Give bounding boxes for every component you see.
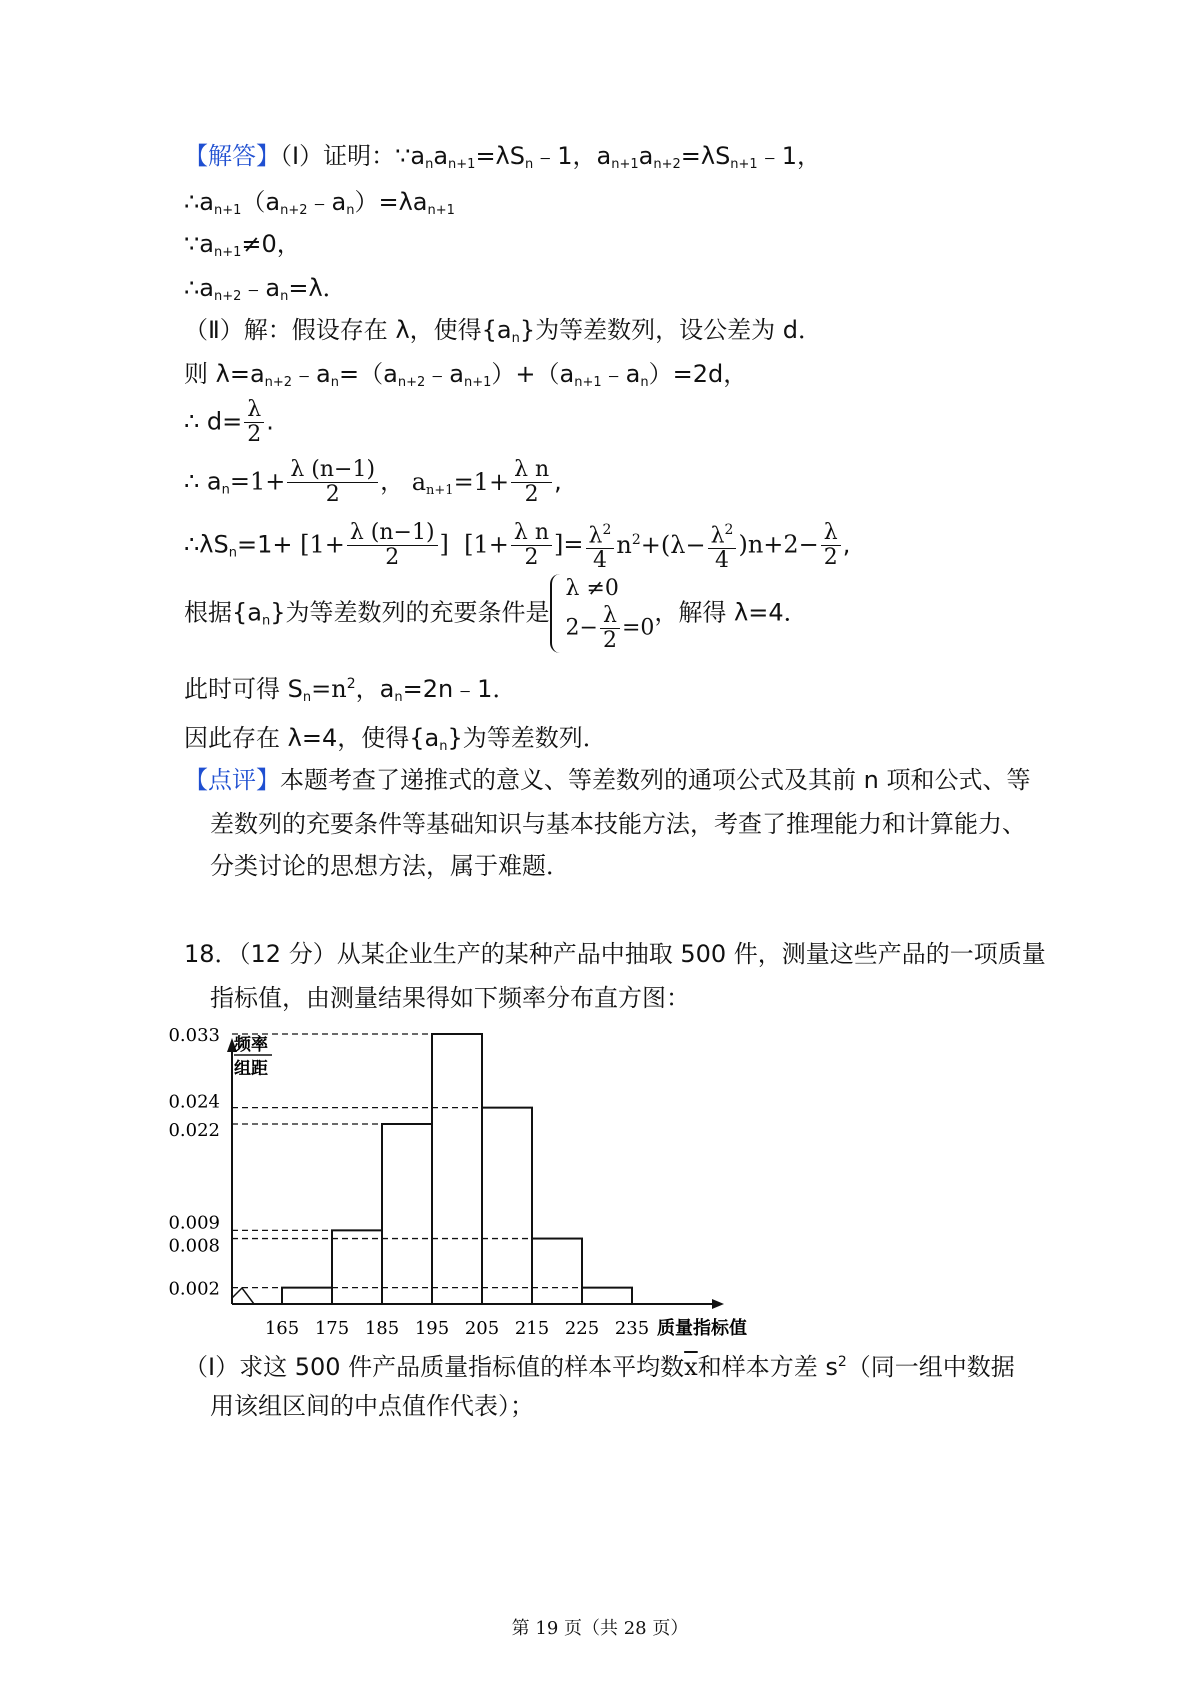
review-line-3: 分类讨论的思想方法，属于难题． — [210, 852, 570, 880]
solution-line-3: $\because a_{n+1}\ne 0$， — [184, 230, 301, 260]
solution-tag: 【解答】 — [184, 142, 280, 170]
x-tick-label: 185 — [364, 1318, 400, 1339]
equation-system: λ ≠0 2− $\frac{\lambda}{2}$ =0 — [550, 574, 655, 653]
fraction: $\frac{\lambda^2}{4}$ — [586, 518, 615, 573]
fraction: $\frac{\lambda (n-1)}{2}$ — [287, 458, 378, 507]
histogram-bar — [282, 1288, 332, 1304]
y-tick-label: 0.009 — [168, 1212, 220, 1234]
x-axis-arrow — [712, 1299, 724, 1309]
y-tick-label: 0.002 — [168, 1278, 220, 1300]
x-tick-label: 175 — [314, 1318, 350, 1339]
page-footer: 第 19 页（共 28 页） — [511, 1618, 689, 1639]
solution-line-12: 因此存在 λ=4，使得$\{a_n\}$为等差数列． — [184, 724, 607, 754]
question-18-line-1: 18．（12 分）从某企业生产的某种产品中抽取 500 件，测量这些产品的一项质量 — [184, 940, 1046, 968]
solution-line-1: 【解答】（Ⅰ）证明：$\because a_na_{n+1}=\lambda S_n﹣1$，$a_{n+1}a_{n+2}=\lambda S_{n+1}﹣1$， — [184, 142, 821, 172]
x-tick-label: 235 — [614, 1318, 650, 1339]
review-tag: 【点评】 — [184, 766, 280, 794]
x-tick-label: 225 — [564, 1318, 600, 1339]
x-tick-label: 205 — [464, 1318, 500, 1339]
fraction: $\frac{\text{λ n}}{2}$ — [511, 458, 552, 507]
solution-line-4: $\therefore a_{n+2}﹣a_n=\lambda$． — [184, 274, 347, 304]
axis-break-mark — [232, 1288, 254, 1304]
fraction: $\frac{\lambda (n-1)}{2}$ — [347, 521, 438, 570]
x-tick-label: 195 — [414, 1318, 450, 1339]
y-tick-label: 0.008 — [168, 1235, 220, 1257]
y-axis-title-denominator: 组距 — [234, 1059, 268, 1079]
x-tick-label: 215 — [514, 1318, 550, 1339]
review-line-2: 差数列的充要条件等基础知识与基本技能方法，考查了推理能力和计算能力、 — [210, 810, 1026, 838]
solution-line-10: 根据$\{a_n\}$为等差数列的充要条件是 λ ≠0 2− $\frac{\lambda}{2}$ =0 ，解得 λ=4． — [184, 576, 808, 653]
question-18-part-1-line-2: 用该组区间的中点值作代表）； — [210, 1392, 534, 1420]
y-tick-label: 0.022 — [168, 1120, 220, 1141]
x-tick-label: 165 — [264, 1318, 300, 1339]
histogram-bar — [582, 1288, 632, 1304]
fraction: $\frac{\text{λ n}}{2}$ — [511, 521, 552, 570]
histogram-bar — [332, 1230, 382, 1304]
solution-line-9: $\therefore\lambda S_n=1+ [1+$ $\frac{\lambda (n-1)}{2}$ ] [1+ $\frac{\text{λ n}}{2}$ ]= $\frac{\lambda^2}{4}$ $n^2+(\lambda-$ $\frac{\lambda^2}{4}$ )n+2− $\frac{\lambda}{2}$ , — [184, 518, 850, 573]
y-tick-label: 0.024 — [168, 1091, 220, 1113]
histogram-bar — [532, 1239, 582, 1304]
xbar-symbol: $\overline{x}$ — [684, 1353, 698, 1381]
solution-line-6: 则 $\lambda=a_{n+2}﹣a_n=(a_{n+2}﹣a_{n+1})+(a_{n+1}﹣a_n)=2d$， — [184, 360, 748, 390]
histogram-bar — [432, 1034, 482, 1304]
x-axis-title: 质量指标值 — [657, 1318, 747, 1339]
solution-line-11: 此时可得 $S_n=n^2$，$a_n=2n﹣1$． — [184, 675, 517, 705]
y-tick-label: 0.033 — [168, 1025, 220, 1046]
solution-line-5: （Ⅱ）解：假设存在 λ，使得$\{a_n\}$为等差数列，设公差为 d． — [184, 316, 823, 346]
y-axis-title-numerator: 频率 — [234, 1035, 268, 1055]
solution-line-7: ∴ d= $\frac{\lambda}{2}$ . — [184, 397, 274, 447]
review-line-1: 【点评】本题考查了递推式的意义、等差数列的通项公式及其前 n 项和公式、等 — [184, 766, 1031, 794]
question-18-line-2: 指标值，由测量结果得如下频率分布直方图： — [210, 984, 690, 1012]
solution-line-8: ∴ $a_n=1+$ $\frac{\lambda (n-1)}{2}$ ， $a_{n+1}=1+$ $\frac{\text{λ n}}{2}$ , — [184, 457, 562, 507]
question-18-part-1-line-1: （Ⅰ）求这 500 件产品质量指标值的样本平均数$\overline{x}$和样本方差 $s^2$（同一组中数据 — [184, 1353, 1015, 1381]
solution-line-2: $\therefore a_{n+1}(a_{n+2}﹣a_n)=\lambda a_{n+1}$ — [184, 188, 455, 218]
histogram-bar — [382, 1124, 432, 1304]
histogram-bar — [482, 1108, 532, 1304]
fraction: $\frac{\lambda}{2}$ — [821, 521, 841, 570]
fraction: $\frac{\lambda^2}{4}$ — [708, 518, 737, 573]
fraction: $\frac{\lambda}{2}$ — [244, 398, 264, 447]
